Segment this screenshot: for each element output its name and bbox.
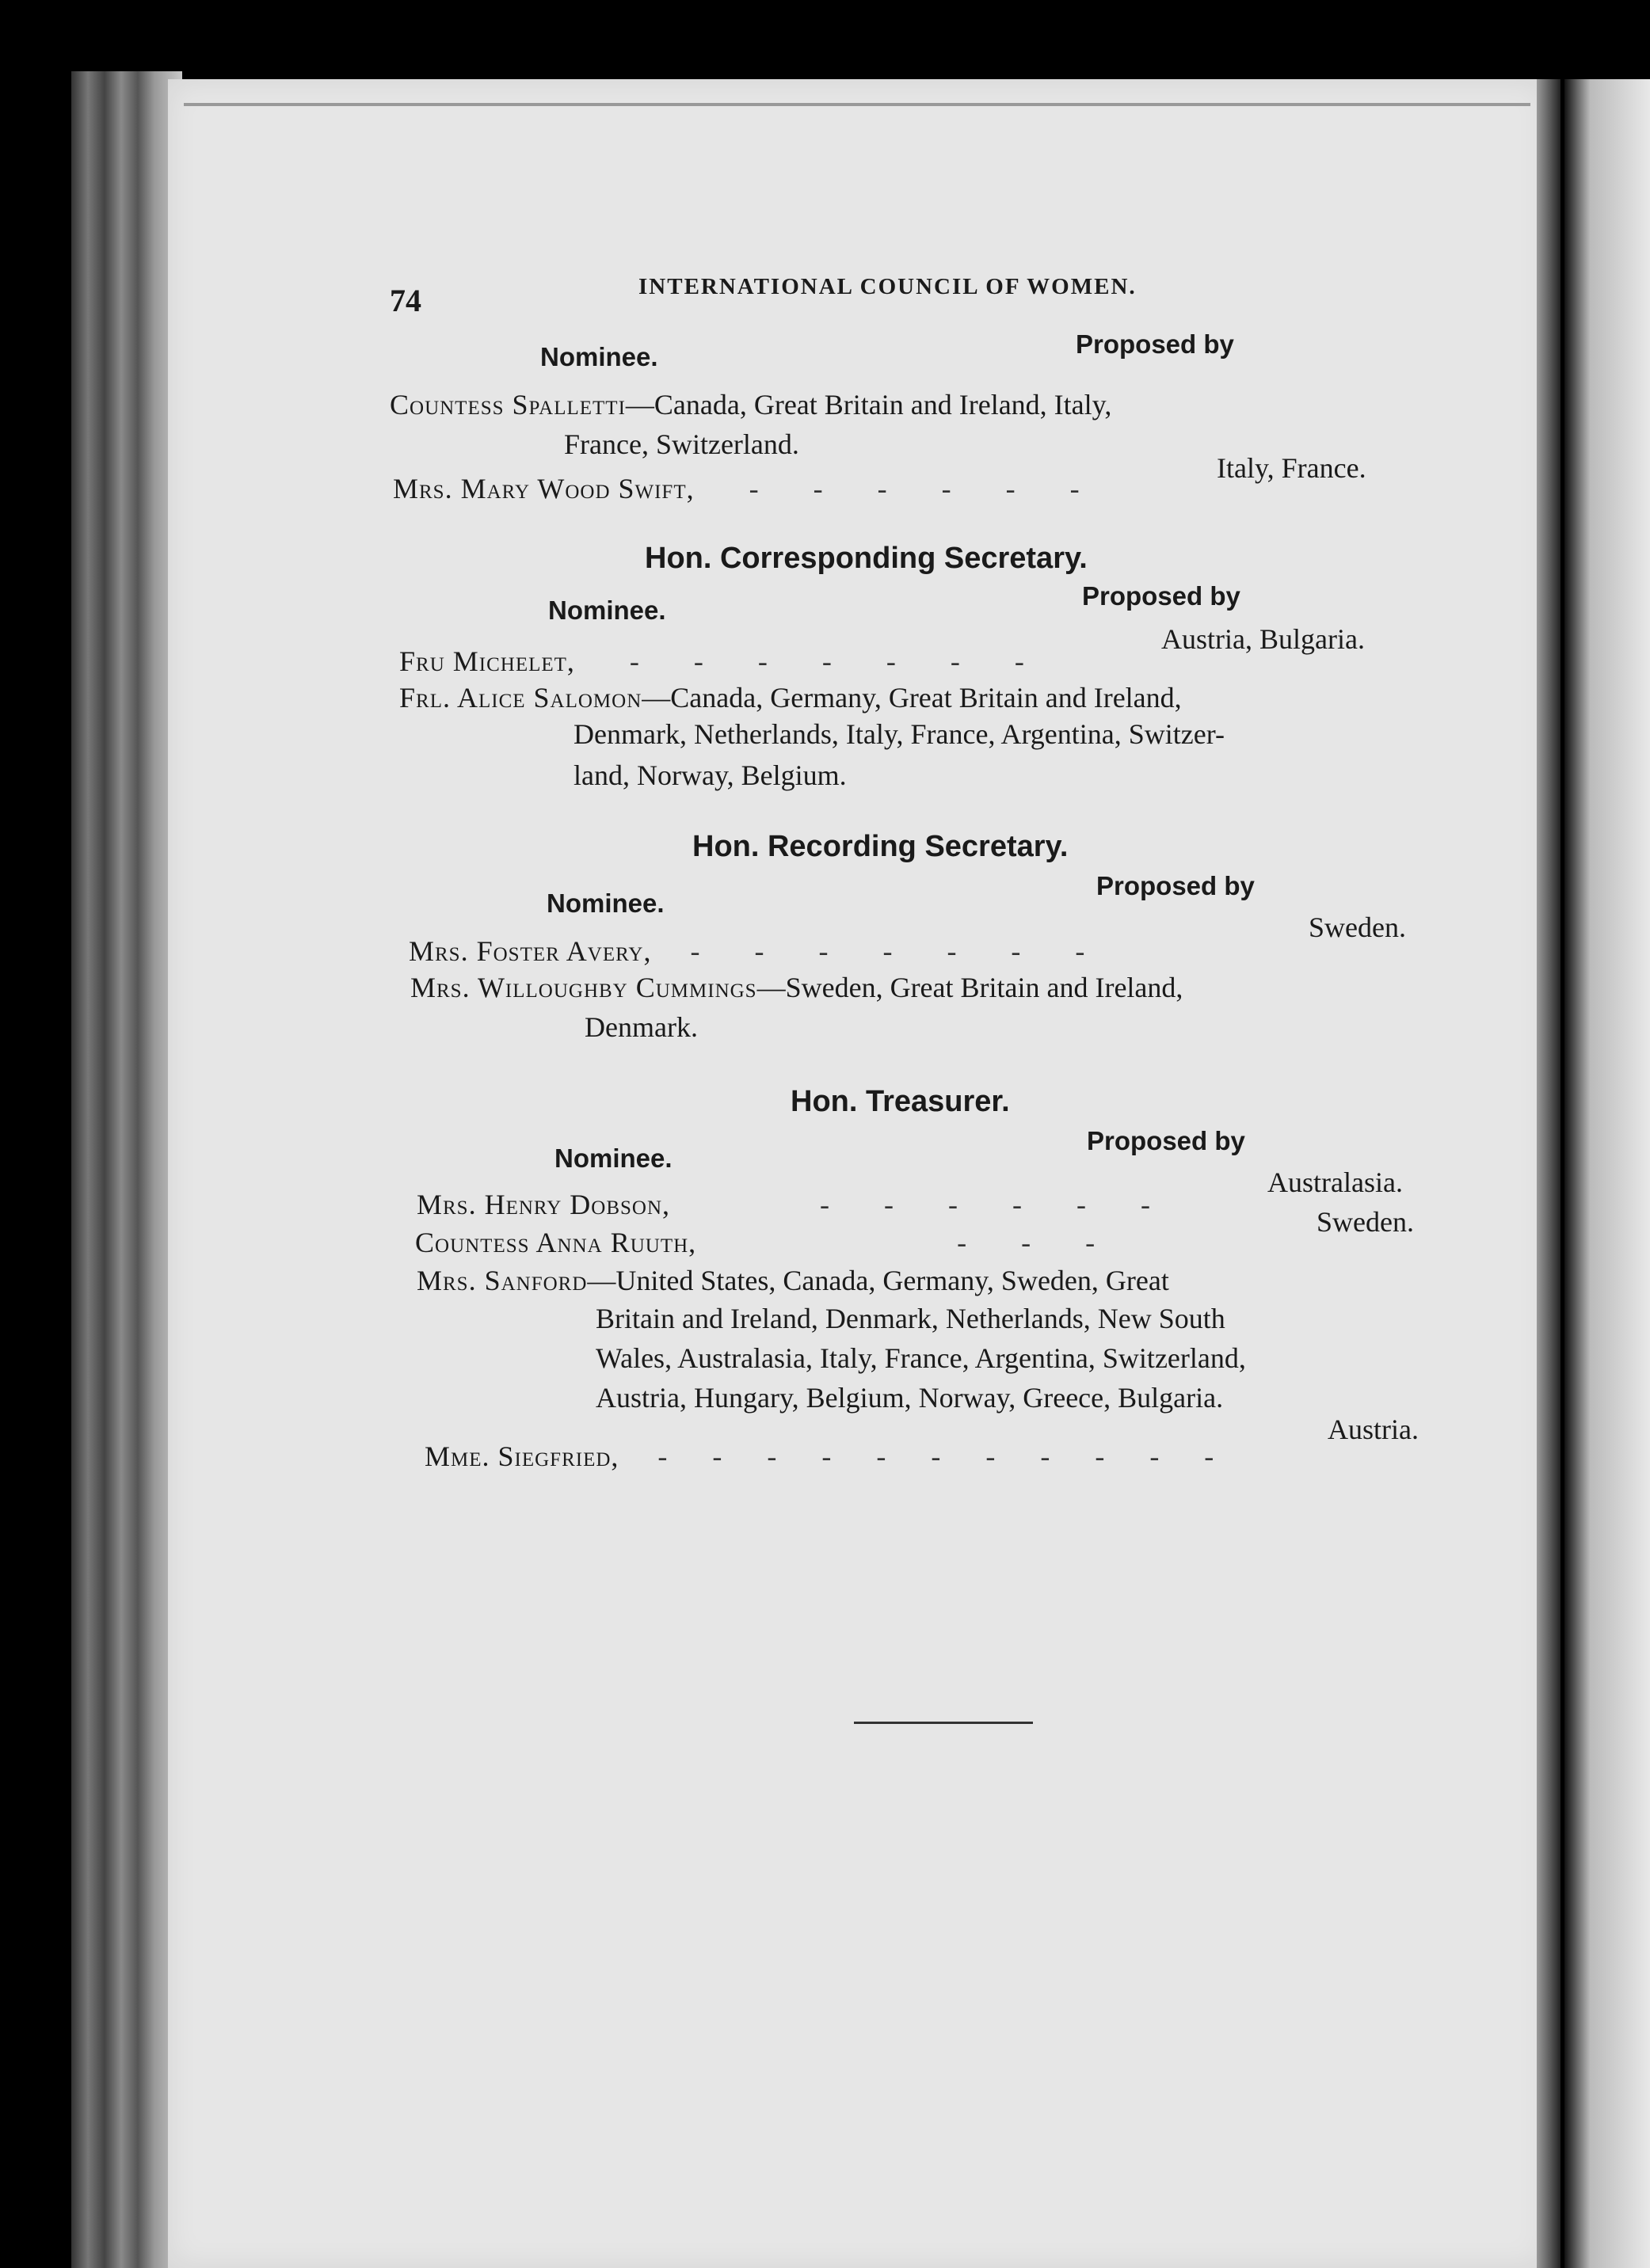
nominee-heading: Nominee. bbox=[554, 1144, 673, 1173]
proposer: Australasia. bbox=[1267, 1166, 1403, 1198]
proposed-by-heading: Proposed by bbox=[1076, 329, 1234, 359]
entry-line bbox=[415, 1226, 1118, 1259]
dot-leader: - - - bbox=[957, 1227, 1119, 1258]
proposer: Austria, Bulgaria. bbox=[1161, 623, 1365, 655]
dot-leader: - - - - - - bbox=[749, 473, 1103, 504]
nominee-heading: Nominee. bbox=[547, 889, 665, 918]
proposer-list: —Canada, Great Britain and Ireland, Italy, bbox=[625, 389, 1112, 420]
proposed-by-heading: Proposed by bbox=[1082, 581, 1240, 611]
running-title: INTERNATIONAL COUNCIL OF WOMEN. bbox=[638, 274, 1137, 299]
entry-continuation: France, Switzerland. bbox=[564, 428, 799, 460]
dot-leader: - - - - - - bbox=[820, 1189, 1174, 1220]
entry-line bbox=[409, 934, 1108, 968]
section-title: Hon. Recording Secretary. bbox=[692, 830, 1069, 863]
book-left-edge bbox=[71, 71, 182, 2268]
entry-line bbox=[425, 1440, 1233, 1473]
entry-line bbox=[417, 1264, 1169, 1297]
proposer: Italy, France. bbox=[1217, 452, 1366, 484]
proposed-by-heading: Proposed by bbox=[1096, 871, 1255, 900]
nominee-name: Fru Michelet, bbox=[399, 645, 575, 677]
proposer-list: —United States, Canada, Germany, Sweden, Great bbox=[587, 1265, 1169, 1296]
dot-leader: - - - - - - - bbox=[690, 935, 1109, 967]
entry-continuation: Britain and Ireland, Denmark, Netherlands, New South bbox=[596, 1303, 1225, 1334]
facing-page-edge bbox=[1564, 79, 1650, 2268]
book-gutter bbox=[1537, 79, 1560, 2268]
section-title: Hon. Corresponding Secretary. bbox=[645, 542, 1088, 575]
entry-continuation: Denmark. bbox=[585, 1011, 698, 1043]
entry-line bbox=[399, 681, 1182, 714]
nominee-name: Mrs. Willoughby Cummings bbox=[410, 972, 757, 1003]
entry-continuation: Wales, Australasia, Italy, France, Argentina, Switzerland, bbox=[596, 1342, 1246, 1374]
nominee-name: Mrs. Sanford bbox=[417, 1265, 588, 1296]
nominee-name: Mme. Siegfried, bbox=[425, 1440, 619, 1472]
proposer: Sweden. bbox=[1309, 911, 1406, 943]
entry-line bbox=[410, 971, 1183, 1004]
dot-leader: - - - - - - - - - - - bbox=[657, 1440, 1233, 1472]
proposer: Sweden. bbox=[1317, 1206, 1414, 1238]
entry-line bbox=[390, 388, 1111, 421]
nominee-heading: Nominee. bbox=[548, 596, 666, 625]
entry-line bbox=[399, 645, 1048, 678]
entry-line bbox=[417, 1188, 1174, 1221]
nominee-heading: Nominee. bbox=[540, 342, 658, 371]
section-title: Hon. Treasurer. bbox=[791, 1085, 1010, 1118]
proposer-list: —Sweden, Great Britain and Ireland, bbox=[756, 972, 1183, 1003]
entry-line bbox=[393, 472, 1103, 505]
proposer-list: —Canada, Germany, Great Britain and Ireland, bbox=[642, 682, 1182, 714]
nominee-name: Mrs. Henry Dobson, bbox=[417, 1189, 671, 1220]
entry-continuation: Austria, Hungary, Belgium, Norway, Greece, Bulgaria. bbox=[596, 1382, 1224, 1414]
nominee-name: Countess Anna Ruuth, bbox=[415, 1227, 697, 1258]
nominee-name: Countess Spalletti bbox=[390, 389, 626, 420]
proposer: Austria. bbox=[1328, 1414, 1419, 1445]
entry-continuation: land, Norway, Belgium. bbox=[573, 759, 847, 791]
entry-continuation: Denmark, Netherlands, Italy, France, Argentina, Switzer- bbox=[573, 718, 1225, 750]
nominee-name: Frl. Alice Salomon bbox=[399, 682, 642, 714]
dot-leader: - - - - - - - bbox=[629, 645, 1048, 677]
page-top-rule bbox=[184, 103, 1530, 106]
page-number: 74 bbox=[390, 283, 421, 318]
closing-rule bbox=[854, 1722, 1033, 1724]
nominee-name: Mrs. Foster Avery, bbox=[409, 935, 652, 967]
proposed-by-heading: Proposed by bbox=[1087, 1126, 1245, 1155]
nominee-name: Mrs. Mary Wood Swift, bbox=[393, 473, 695, 504]
